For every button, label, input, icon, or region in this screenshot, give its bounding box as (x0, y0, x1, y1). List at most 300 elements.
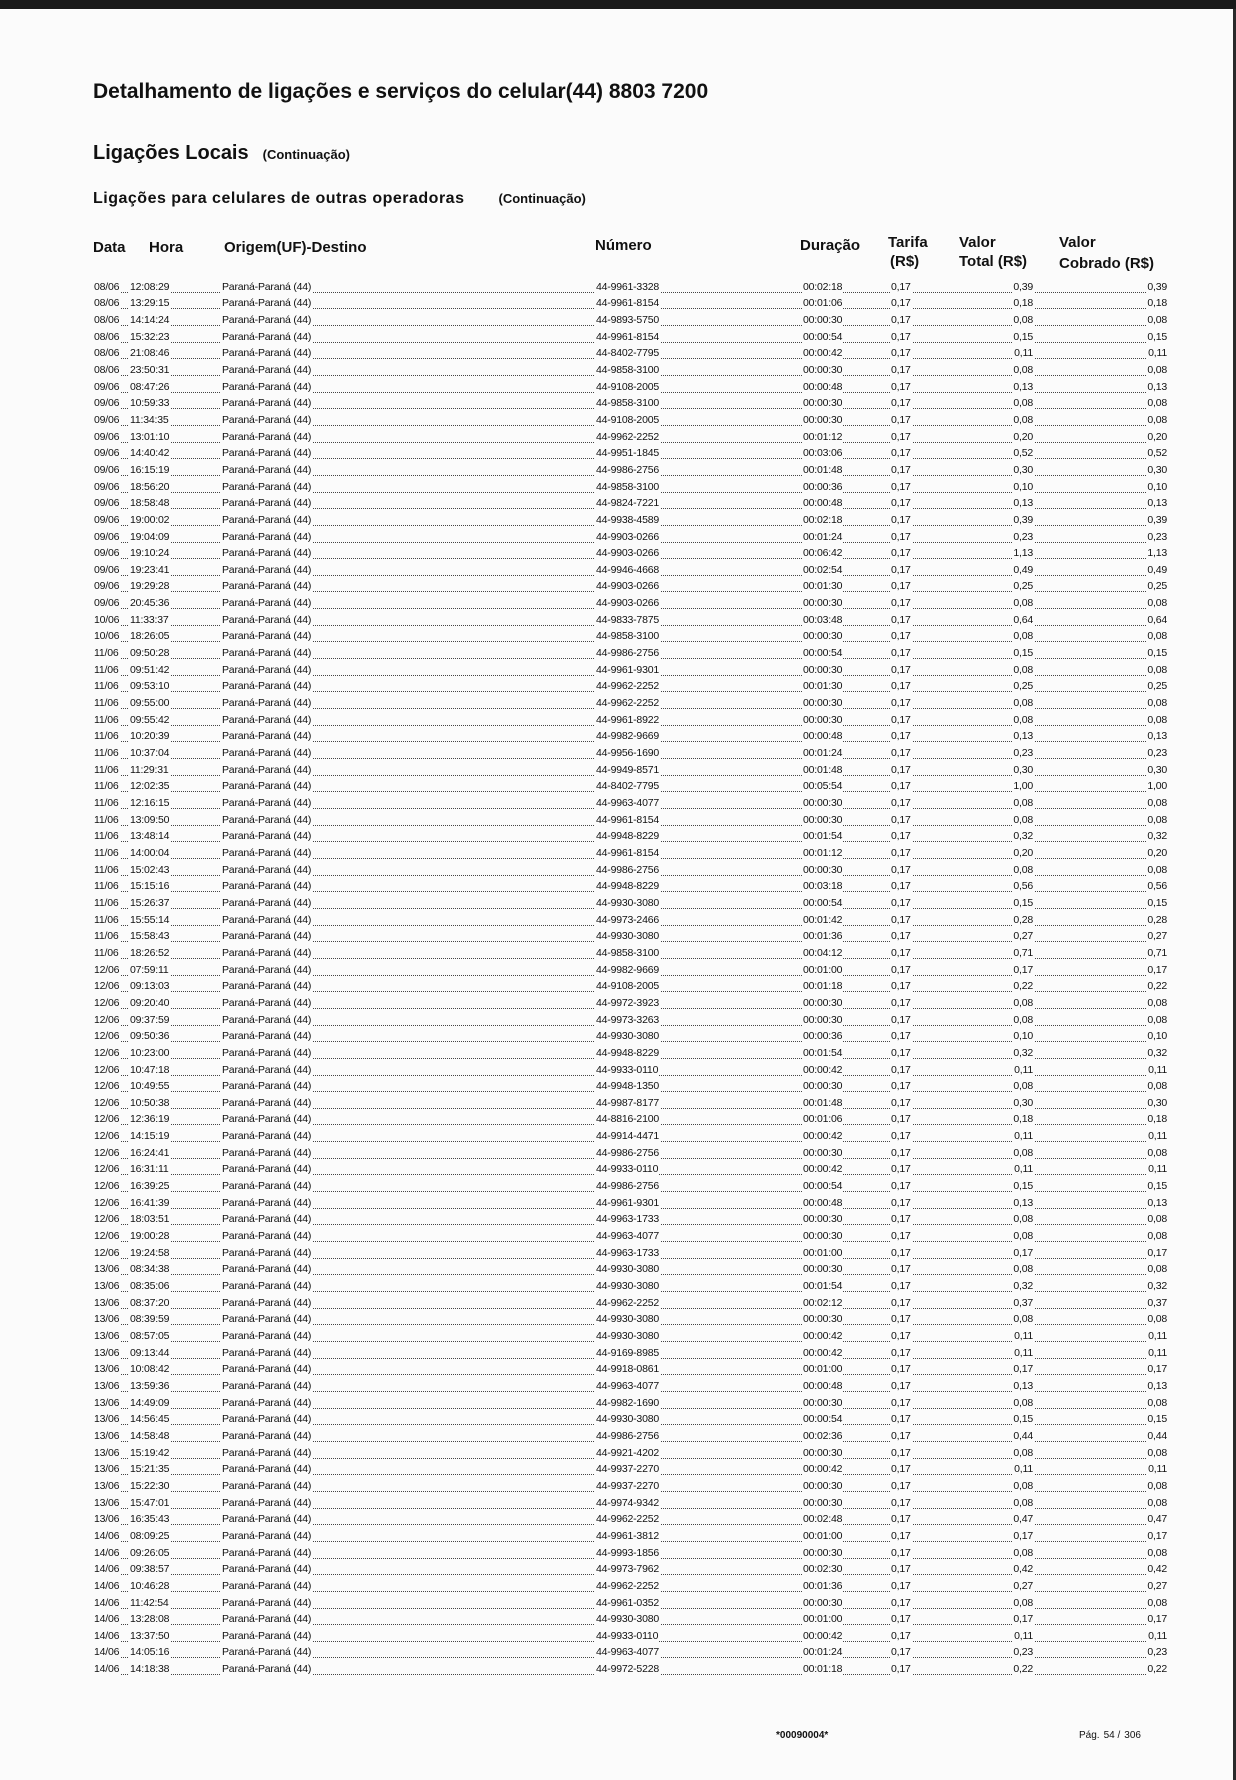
cell-numero (595, 347, 660, 359)
cell-data-text: 13/06 (94, 1296, 120, 1309)
cell-valor-cobrado (1146, 1597, 1168, 1609)
cell-data-text: 11/06 (94, 846, 119, 859)
cell-tarifa-text: 0,17 (891, 963, 911, 976)
cell-data (93, 697, 120, 709)
cell-origem (221, 897, 312, 909)
cell-origem (221, 1180, 312, 1192)
cell-origem-text: Paraná-Paraná (44) (222, 697, 312, 710)
cell-valor-cobrado-text: 0,11 (1148, 1463, 1167, 1476)
cell-duracao-text: 00:00:30 (803, 797, 843, 809)
header-origem-destino: Origem(UF)-Destino (224, 239, 367, 256)
cell-hora (129, 1330, 170, 1342)
cell-data-text: 09/06 (94, 563, 120, 576)
cell-numero (595, 797, 660, 809)
cell-duracao (802, 1447, 843, 1459)
cell-numero (595, 1497, 660, 1509)
cell-numero-text: 44-9858-3100 (596, 397, 659, 410)
cell-hora-text: 10:37:04 (130, 747, 170, 760)
cell-data-text: 14/06 (94, 1646, 120, 1659)
cell-hora-text: 19:10:24 (130, 547, 170, 560)
cell-tarifa (890, 930, 912, 942)
cell-valor-total (1013, 1347, 1034, 1359)
cell-duracao (802, 914, 843, 926)
cell-numero (595, 1064, 659, 1076)
cell-hora (129, 1213, 170, 1225)
cell-origem-text: Paraná-Paraná (44) (222, 1146, 312, 1159)
cell-duracao (802, 1163, 843, 1175)
cell-valor-total (1012, 1580, 1034, 1592)
cell-valor-cobrado (1146, 1580, 1168, 1592)
cell-origem-text: Paraná-Paraná (44) (222, 996, 312, 1009)
cell-duracao-text: 00:00:30 (803, 996, 843, 1009)
cell-valor-total-text: 0,10 (1013, 480, 1033, 493)
cell-hora (129, 1247, 170, 1259)
cell-data-text: 11/06 (94, 663, 119, 676)
cell-valor-cobrado (1147, 1163, 1168, 1175)
table-row (93, 277, 1168, 294)
cell-hora-text: 12:16:15 (130, 797, 170, 809)
cell-hora-text: 18:03:51 (130, 1213, 170, 1226)
cell-data (93, 964, 120, 976)
cell-data (93, 1447, 120, 1459)
cell-duracao-text: 00:00:30 (803, 813, 843, 826)
table-row (93, 1226, 1168, 1243)
cell-valor-cobrado (1146, 1413, 1168, 1425)
header-data: Data (93, 239, 126, 256)
cell-hora (129, 1097, 170, 1109)
cell-data-text: 12/06 (94, 1246, 120, 1259)
cell-numero-text: 44-9108-2005 (596, 380, 659, 393)
cell-numero-text: 44-9962-2252 (596, 680, 659, 693)
cell-hora-text: 11:33:37 (130, 613, 169, 626)
cell-valor-total (1012, 1147, 1034, 1159)
cell-valor-total (1012, 564, 1034, 576)
cell-tarifa-text: 0,17 (891, 1663, 911, 1676)
cell-hora-text: 13:01:10 (130, 430, 170, 443)
cell-data-text: 11/06 (94, 863, 119, 876)
cell-origem (221, 1197, 312, 1209)
cell-data-text: 10/06 (94, 630, 120, 643)
cell-tarifa-text: 0,17 (891, 1513, 911, 1526)
cell-data (93, 1014, 120, 1026)
cell-data-text: 09/06 (94, 447, 120, 460)
cell-origem-text: Paraná-Paraná (44) (222, 1429, 312, 1442)
cell-tarifa-text: 0,17 (891, 930, 911, 943)
cell-origem (221, 580, 312, 592)
cell-duracao-text: 00:00:48 (803, 1196, 843, 1209)
cell-numero-text: 44-9948-8229 (596, 880, 659, 893)
table-row (93, 360, 1168, 377)
cell-hora (129, 664, 170, 676)
cell-tarifa-text: 0,17 (891, 430, 911, 443)
cell-valor-total-text: 0,13 (1013, 1379, 1033, 1392)
cell-origem-text: Paraná-Paraná (44) (222, 463, 312, 476)
cell-numero (595, 1430, 660, 1442)
table-row (93, 1027, 1168, 1044)
cell-duracao-text: 00:00:30 (803, 630, 843, 643)
cell-numero (595, 1030, 660, 1042)
cell-data-text: 11/06 (94, 946, 119, 959)
cell-valor-total (1012, 1530, 1034, 1542)
cell-data-text: 11/06 (94, 930, 119, 943)
cell-tarifa-text: 0,17 (891, 447, 911, 460)
cell-origem (221, 347, 312, 359)
header-valor-cobrado-unit: Cobrado (R$) (1059, 255, 1154, 272)
cell-tarifa-text: 0,17 (891, 913, 911, 926)
cell-origem-text: Paraná-Paraná (44) (222, 780, 312, 793)
cell-numero (595, 947, 660, 959)
cell-numero (595, 281, 660, 293)
cell-valor-cobrado (1146, 1513, 1168, 1525)
cell-origem (221, 847, 312, 859)
cell-origem-text: Paraná-Paraná (44) (222, 1030, 312, 1043)
table-row (93, 1110, 1168, 1127)
cell-tarifa-text: 0,17 (891, 1130, 911, 1143)
table-row (93, 394, 1168, 411)
cell-data-text: 12/06 (94, 1113, 120, 1126)
cell-tarifa (890, 847, 912, 859)
cell-tarifa (890, 1130, 912, 1142)
cell-data (93, 1280, 120, 1292)
cell-tarifa (890, 997, 912, 1009)
cell-valor-total-text: 0,22 (1013, 1663, 1033, 1676)
cell-origem (221, 364, 312, 376)
cell-duracao (802, 964, 843, 976)
cell-tarifa-text: 0,17 (891, 1313, 911, 1326)
cell-valor-cobrado (1147, 1130, 1168, 1142)
cell-duracao (802, 814, 843, 826)
cell-origem-text: Paraná-Paraná (44) (222, 1196, 312, 1209)
cell-origem-text: Paraná-Paraná (44) (222, 830, 312, 843)
cell-hora (129, 580, 170, 592)
cell-tarifa (890, 347, 912, 359)
cell-origem-text: Paraná-Paraná (44) (222, 730, 312, 743)
cell-tarifa-text: 0,17 (891, 797, 911, 809)
cell-hora (129, 947, 170, 959)
cell-origem-text: Paraná-Paraná (44) (222, 647, 312, 660)
cell-numero (595, 1580, 660, 1592)
cell-valor-total (1012, 1263, 1034, 1275)
cell-hora-text: 09:55:42 (130, 713, 170, 726)
table-row (93, 1143, 1168, 1160)
cell-origem-text: Paraná-Paraná (44) (222, 1579, 312, 1592)
cell-hora-text: 15:19:42 (130, 1446, 170, 1459)
cell-origem-text: Paraná-Paraná (44) (222, 1413, 312, 1426)
table-row (93, 527, 1168, 544)
cell-origem (221, 1430, 312, 1442)
cell-tarifa-text: 0,17 (891, 1346, 911, 1359)
cell-origem-text: Paraná-Paraná (44) (222, 1529, 312, 1542)
cell-data (93, 730, 120, 742)
cell-valor-total (1012, 797, 1034, 809)
cell-valor-cobrado (1146, 1530, 1168, 1542)
cell-valor-cobrado (1146, 547, 1168, 559)
cell-origem (221, 497, 312, 509)
cell-duracao-text: 00:01:54 (803, 1280, 843, 1293)
cell-numero-text: 44-9858-3100 (596, 363, 659, 376)
cell-duracao (802, 1247, 843, 1259)
cell-tarifa-text: 0,17 (891, 663, 911, 676)
cell-data-text: 12/06 (94, 980, 120, 993)
cell-tarifa (890, 547, 912, 559)
cell-duracao (802, 1630, 843, 1642)
cell-valor-cobrado (1146, 1263, 1168, 1275)
cell-tarifa-text: 0,17 (891, 763, 911, 776)
cell-origem (221, 1497, 312, 1509)
cell-valor-total (1012, 397, 1034, 409)
cell-valor-total-text: 0,08 (1013, 1596, 1033, 1609)
cell-valor-cobrado-text: 0,08 (1147, 863, 1167, 876)
cell-origem (221, 1563, 312, 1575)
cell-origem-text: Paraná-Paraná (44) (222, 747, 312, 760)
table-row (93, 1276, 1168, 1293)
cell-duracao-text: 00:00:48 (803, 380, 843, 393)
cell-numero (595, 414, 660, 426)
cell-valor-total-text: 0,08 (1013, 630, 1033, 643)
cell-valor-total-text: 0,13 (1013, 1196, 1033, 1209)
cell-duracao (802, 1463, 843, 1475)
cell-duracao (802, 347, 843, 359)
cell-valor-cobrado-text: 0,08 (1147, 1479, 1167, 1492)
cell-data (93, 1613, 120, 1625)
cell-origem (221, 664, 312, 676)
cell-hora (129, 364, 170, 376)
cell-data (93, 1513, 120, 1525)
cell-valor-total (1012, 1213, 1034, 1225)
cell-valor-cobrado-text: 0,11 (1148, 347, 1167, 360)
cell-hora (129, 697, 170, 709)
cell-data (93, 764, 120, 776)
cell-tarifa-text: 0,17 (891, 1013, 911, 1026)
table-row (93, 1060, 1168, 1077)
cell-numero (595, 1447, 660, 1459)
cell-numero (595, 764, 660, 776)
cell-data-text: 12/06 (94, 1213, 120, 1226)
cell-tarifa (890, 1497, 912, 1509)
cell-tarifa-text: 0,17 (891, 1113, 911, 1126)
cell-valor-cobrado-text: 0,08 (1147, 813, 1167, 826)
cell-numero (595, 1230, 660, 1242)
cell-hora-text: 11:29:31 (130, 763, 169, 776)
cell-data-text: 09/06 (94, 430, 120, 443)
cell-valor-cobrado-text: 0,08 (1147, 313, 1167, 326)
cell-data (93, 481, 120, 493)
cell-valor-cobrado (1146, 747, 1168, 759)
cell-hora (129, 1530, 170, 1542)
cell-numero (595, 897, 660, 909)
cell-hora (129, 1347, 170, 1359)
cell-tarifa-text: 0,17 (891, 1579, 911, 1592)
cell-hora (129, 497, 170, 509)
cell-origem-text: Paraná-Paraná (44) (222, 547, 312, 560)
cell-hora-text: 09:50:28 (130, 647, 170, 660)
cell-duracao (802, 930, 843, 942)
cell-hora (129, 1113, 170, 1125)
cell-valor-cobrado-text: 0,08 (1147, 1080, 1167, 1093)
cell-numero-text: 44-9963-4077 (596, 1646, 659, 1659)
cell-duracao-text: 00:03:48 (803, 613, 843, 626)
cell-hora-text: 10:47:18 (130, 1063, 170, 1076)
cell-valor-cobrado (1146, 780, 1168, 792)
cell-valor-total (1012, 630, 1034, 642)
cell-tarifa-text: 0,17 (891, 330, 911, 343)
cell-data (93, 830, 120, 842)
cell-hora-text: 09:13:44 (130, 1346, 170, 1359)
cell-valor-cobrado-text: 0,27 (1147, 930, 1167, 943)
table-row (93, 660, 1168, 677)
cell-valor-cobrado-text: 0,64 (1147, 613, 1167, 626)
cell-origem-text: Paraná-Paraná (44) (222, 930, 312, 943)
cell-valor-cobrado (1146, 281, 1168, 293)
cell-hora-text: 14:18:38 (130, 1663, 170, 1676)
cell-data (93, 464, 120, 476)
cell-duracao-text: 00:00:30 (803, 1446, 843, 1459)
cell-duracao (802, 597, 843, 609)
cell-valor-cobrado (1146, 1230, 1168, 1242)
cell-valor-total-text: 1,00 (1013, 780, 1033, 793)
cell-data-text: 11/06 (94, 647, 119, 660)
cell-data (93, 647, 120, 659)
cell-data-text: 09/06 (94, 380, 120, 393)
cell-origem (221, 630, 312, 642)
cell-hora (129, 564, 170, 576)
cell-duracao-text: 00:01:00 (803, 1246, 843, 1259)
table-row (93, 344, 1168, 361)
cell-numero-text: 44-9987-8177 (596, 1096, 659, 1109)
cell-duracao (802, 647, 843, 659)
header-tarifa-unit: (R$) (890, 253, 920, 270)
cell-duracao (802, 431, 843, 443)
cell-valor-total (1012, 297, 1034, 309)
cell-data (93, 597, 120, 609)
cell-duracao (802, 1597, 843, 1609)
table-row (93, 710, 1168, 727)
cell-data (93, 797, 120, 809)
cell-numero (595, 847, 660, 859)
cell-hora (129, 964, 170, 976)
cell-valor-total (1012, 1663, 1034, 1675)
cell-duracao (802, 364, 843, 376)
cell-tarifa-text: 0,17 (891, 1063, 911, 1076)
cell-valor-cobrado (1146, 497, 1168, 509)
cell-duracao-text: 00:00:30 (803, 1230, 843, 1243)
cell-numero-text: 44-9961-8154 (596, 846, 659, 859)
cell-numero-text: 44-9956-1690 (596, 747, 659, 760)
cell-data (93, 1213, 120, 1225)
cell-origem (221, 431, 312, 443)
cell-numero (595, 630, 660, 642)
cell-numero (595, 1280, 660, 1292)
cell-hora-text: 15:32:23 (130, 330, 170, 343)
cell-duracao (802, 1547, 843, 1559)
cell-numero (595, 431, 660, 443)
cell-valor-total-text: 0,11 (1014, 1330, 1033, 1342)
table-row (93, 1210, 1168, 1227)
cell-numero-text: 44-9918-0861 (596, 1363, 659, 1376)
cell-hora (129, 797, 170, 809)
cell-duracao (802, 1230, 843, 1242)
cell-duracao (802, 397, 843, 409)
cell-origem-text: Paraná-Paraná (44) (222, 430, 312, 443)
cell-valor-cobrado-text: 0,13 (1147, 497, 1167, 510)
cell-valor-total-text: 0,27 (1013, 930, 1033, 943)
cell-origem-text: Paraná-Paraná (44) (222, 280, 312, 293)
table-row (93, 860, 1168, 877)
cell-data-text: 13/06 (94, 1379, 120, 1392)
cell-origem (221, 1630, 312, 1642)
cell-data-text: 14/06 (94, 1579, 120, 1592)
cell-duracao-text: 00:00:54 (803, 330, 843, 343)
cell-hora (129, 647, 170, 659)
cell-valor-cobrado-text: 0,18 (1147, 1113, 1167, 1126)
cell-valor-total-text: 0,08 (1013, 363, 1033, 376)
cell-origem-text: Paraná-Paraná (44) (222, 1130, 312, 1143)
cell-data-text: 08/06 (94, 330, 120, 343)
cell-valor-cobrado-text: 0,08 (1147, 630, 1167, 643)
cell-duracao-text: 00:00:54 (803, 896, 843, 909)
cell-duracao-text: 00:02:54 (803, 563, 843, 576)
cell-origem (221, 414, 312, 426)
cell-duracao (802, 1530, 843, 1542)
table-row (93, 1560, 1168, 1577)
cell-tarifa-text: 0,17 (891, 1613, 911, 1626)
cell-tarifa-text: 0,17 (891, 846, 911, 859)
cell-valor-total (1012, 814, 1034, 826)
cell-hora-text: 13:59:36 (130, 1379, 170, 1392)
cell-numero (595, 697, 660, 709)
cell-numero-text: 44-9824-7221 (596, 497, 659, 510)
cell-valor-cobrado (1146, 331, 1168, 343)
cell-duracao (802, 1047, 843, 1059)
cell-duracao-text: 00:00:30 (803, 1596, 843, 1609)
cell-hora (129, 864, 170, 876)
cell-duracao-text: 00:00:30 (803, 1546, 843, 1559)
table-row (93, 1426, 1168, 1443)
cell-duracao (802, 730, 843, 742)
cell-valor-total (1012, 1430, 1034, 1442)
cell-data (93, 381, 120, 393)
cell-origem (221, 381, 312, 393)
cell-origem (221, 464, 312, 476)
cell-hora-text: 11:34:35 (130, 413, 169, 426)
cell-tarifa-text: 0,17 (891, 1146, 911, 1159)
table-row (93, 377, 1168, 394)
cell-valor-cobrado-text: 0,13 (1147, 1196, 1167, 1209)
cell-tarifa-text: 0,17 (891, 880, 911, 893)
cell-tarifa (890, 564, 912, 576)
cell-valor-cobrado (1146, 947, 1168, 959)
section-heading (93, 142, 350, 165)
cell-origem-text: Paraná-Paraná (44) (222, 1546, 312, 1559)
cell-origem (221, 481, 312, 493)
page-label: Pág. (1079, 1730, 1100, 1741)
cell-origem (221, 1047, 312, 1059)
cell-origem-text: Paraná-Paraná (44) (222, 297, 312, 310)
cell-numero-text: 44-9982-9669 (596, 730, 659, 743)
cell-numero-text: 44-9930-3080 (596, 1613, 659, 1626)
cell-numero-text: 44-9946-4668 (596, 563, 659, 576)
cell-data-text: 13/06 (94, 1363, 120, 1376)
cell-numero (595, 964, 660, 976)
cell-hora (129, 830, 170, 842)
cell-numero (595, 314, 660, 326)
cell-tarifa-text: 0,17 (891, 1463, 911, 1476)
cell-valor-total-text: 0,08 (1013, 1496, 1033, 1509)
cell-data (93, 1530, 120, 1542)
cell-origem (221, 597, 312, 609)
cell-duracao (802, 314, 843, 326)
cell-valor-total-text: 0,25 (1013, 580, 1033, 593)
